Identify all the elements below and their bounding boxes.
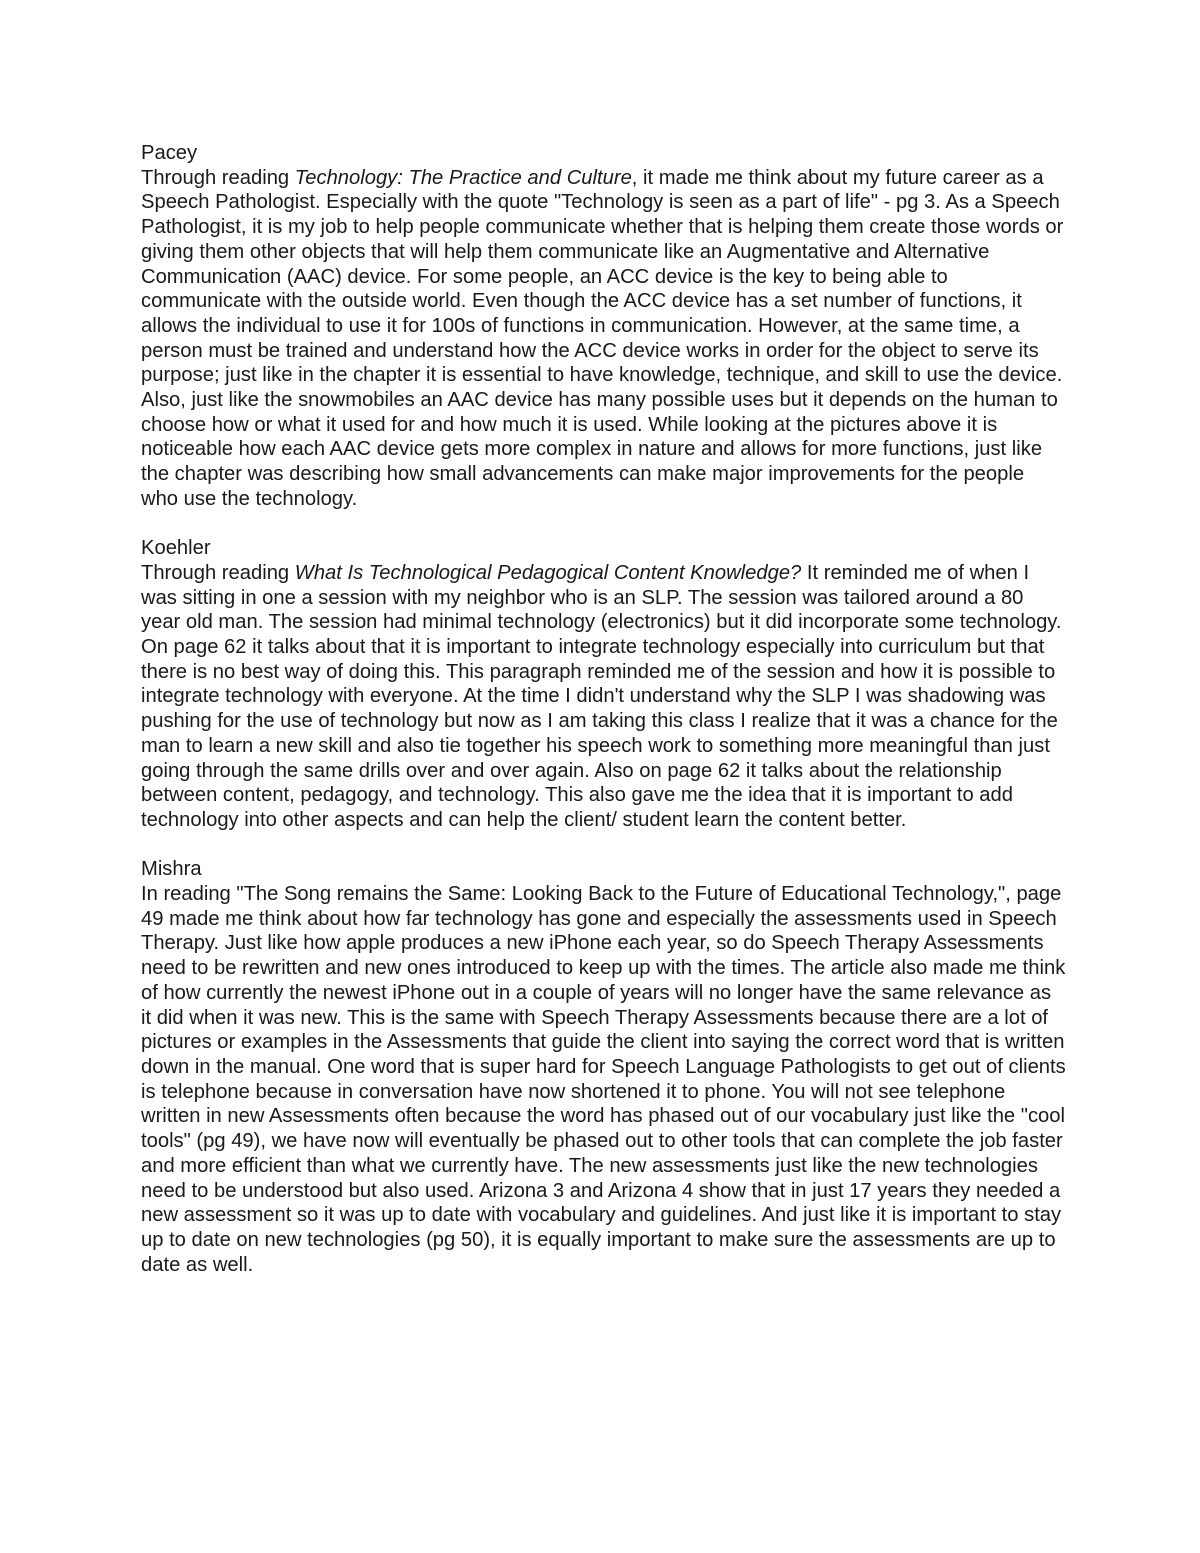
section-pacey (141, 141, 1066, 512)
reading-title: Technology: The Practice and Culture (294, 166, 632, 189)
section-paragraph (141, 561, 1066, 833)
paragraph-text-lead: In reading "The Song remains the Same: Looking Back to the Future of Educational Technology,", page 49 made me think about how far technology has gone and especially the assessments used in Speech Therapy. Just like how apple produces a new iPhone each year, so do Speech Therapy Assessments need to be rewritten and new ones introduced to keep up with the times. The article also made me think of how currently the newest iPhone out in a couple of years will no longer have the same relevance as it did when it was new. This is the same with Speech Therapy Assessments because there are a lot of pictures or examples in the Assessments that guide the client into saying the correct word that is written down in the manual. One word that is super hard for Speech Language Pathologists to get out of clients is telephone because in conversation have now shortened it to phone. You will not see telephone written in new Assessments often because the word has phased out of our vocabulary just like the "cool tools" (pg 49), we have now will eventually be phased out to other tools that can complete the job faster and more efficient than what we currently have. The new assessments just like the new technologies need to be understood but also used. Arizona 3 and Arizona 4 show that in just 17 years they needed a new assessment so it was up to date with vocabulary and guidelines. And just like it is important to stay up to date on new technologies (pg 50), it is equally important to make sure the assessments are up to date as well. (141, 883, 1066, 1276)
section-paragraph (141, 882, 1066, 1277)
section-heading: Mishra (141, 858, 202, 881)
paragraph-text-body: , it made me think about my future career as a Speech Pathologist. Especially with the quote "Technology is seen as a part of life" - pg 3. As a Speech Pathologist, it is my job to help people communicate whether that is helping them create those words or giving them other objects that will help them communicate like an Augmentative and Alternative Communication (AAC) device. For some people, an ACC device is the key to being able to communicate with the outside world. Even though the ACC device has a set number of functions, it allows the individual to use it for 100s of functions in communication. However, at the same time, a person must be trained and understand how the ACC device works in order for the object to serve its purpose; just like in the chapter it is essential to have knowledge, technique, and skill to use the device. Also, just like the snowmobiles an AAC device has many possible uses but it depends on the human to choose how or what it used for and how much it is used. While looking at the pictures above it is noticeable how each AAC device gets more complex in nature and allows for more functions, just like the chapter was describing how small advancements can make major improvements for the people who use the technology. (141, 166, 1064, 510)
paragraph-text-lead: Through reading (141, 166, 295, 189)
section-heading: Koehler (141, 537, 211, 560)
section-mishra (141, 857, 1066, 1277)
paragraph-text-body: It reminded me of when I was sitting in one a session with my neighbor who is an SLP. The session was tailored around a 80 year old man. The session had minimal technology (electronics) but it did incorporate some technology. On page 62 it talks about that it is important to integrate technology especially into curriculum but that there is no best way of doing this. This paragraph reminded me of the session and how it is possible to integrate technology with everyone. At the time I didn't understand why the SLP I was shadowing was pushing for the use of technology but now as I am taking this class I realize that it was a chance for the man to learn a new skill and also tie together his speech work to something more meaningful than just going through the same drills over and over again. Also on page 62 it talks about the relationship between content, pedagogy, and technology. This also gave me the idea that it is important to add technology into other aspects and can help the client/ student learn the content better. (141, 561, 1062, 831)
document-body (141, 141, 1066, 1302)
section-paragraph (141, 166, 1066, 512)
section-heading: Pacey (141, 142, 198, 164)
paragraph-text-lead: Through reading (141, 561, 295, 584)
section-koehler (141, 536, 1066, 832)
reading-title: What Is Technological Pedagogical Content Knowledge? (294, 561, 802, 584)
